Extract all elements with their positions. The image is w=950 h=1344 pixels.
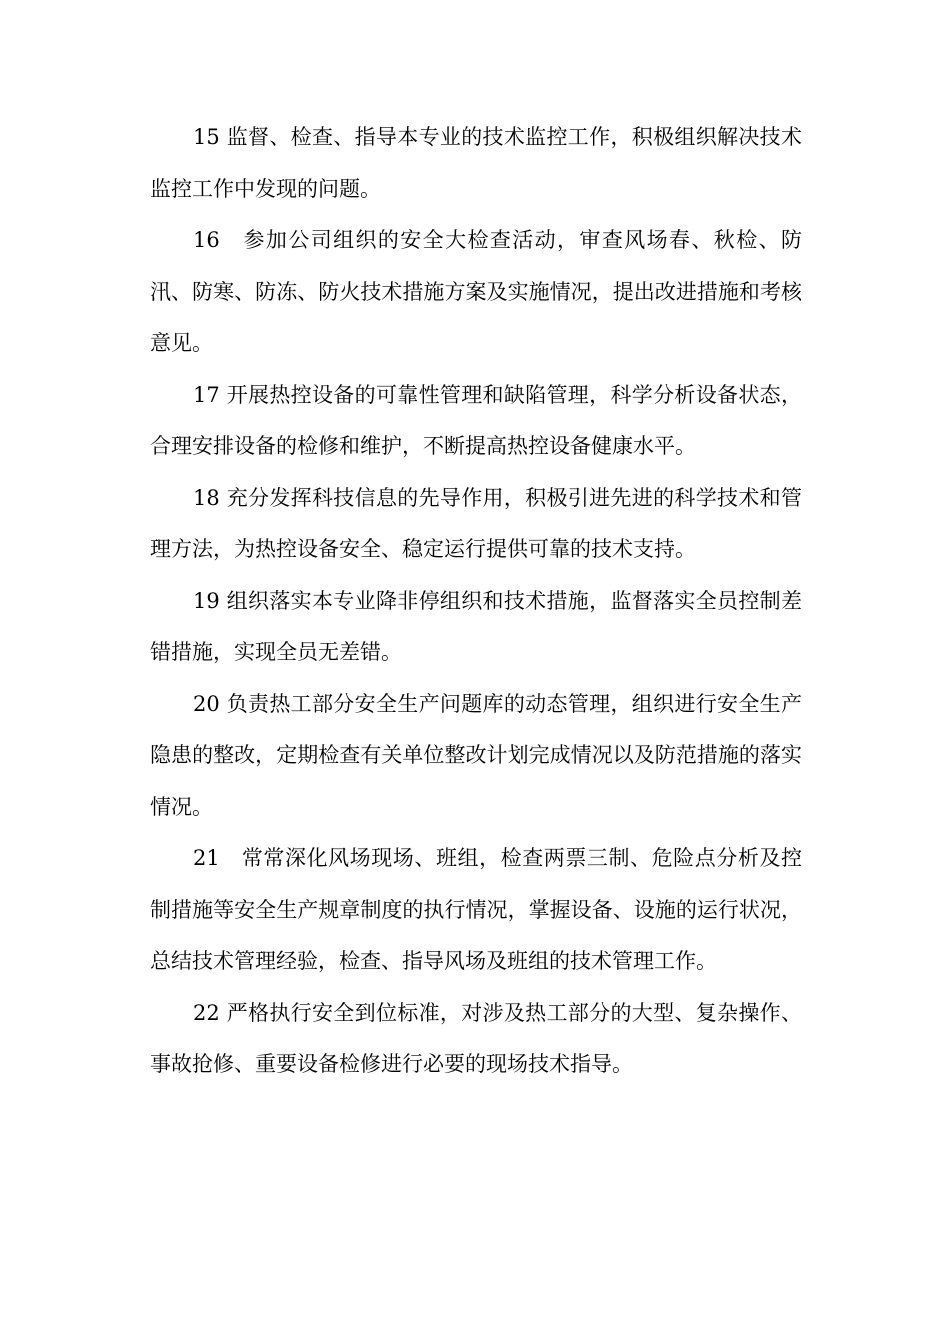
paragraph-21: 21 常常深化风场现场、班组，检查两票三制、危险点分析及控制措施等安全生产规章制度的执行情况，掌握设备、设施的运行状况，总结技术管理经验，检查、指导风场及班组的技术管理工作。 bbox=[150, 846, 802, 973]
paragraph-16: 16 参加公司组织的安全大检查活动，审查风场春、秋检、防汛、防寒、防冻、防火技术措施方案及实施情况，提出改进措施和考核意见。 bbox=[150, 228, 802, 355]
paragraph-17: 17 开展热控设备的可靠性管理和缺陷管理，科学分析设备状态，合理安排设备的检修和维护，不断提高热控设备健康水平。 bbox=[150, 382, 802, 458]
paragraph-18: 18 充分发挥科技信息的先导作用，积极引进先进的科学技术和管理方法，为热控设备安全、稳定运行提供可靠的技术支持。 bbox=[150, 485, 802, 561]
paragraph-20: 20 负责热工部分安全生产问题库的动态管理，组织进行安全生产隐患的整改，定期检查有关单位整改计划完成情况以及防范措施的落实情况。 bbox=[150, 691, 802, 819]
paragraph-15: 15 监督、检查、指导本专业的技术监控工作，积极组织解决技术监控工作中发现的问题。 bbox=[150, 125, 802, 201]
paragraph-22: 22 严格执行安全到位标准，对涉及热工部分的大型、复杂操作、事故抢修、重要设备检修进行必要的现场技术指导。 bbox=[150, 1000, 802, 1076]
document-body bbox=[150, 112, 802, 1091]
paragraph-19: 19 组织落实本专业降非停组织和技术措施，监督落实全员控制差错措施，实现全员无差错。 bbox=[150, 588, 802, 664]
